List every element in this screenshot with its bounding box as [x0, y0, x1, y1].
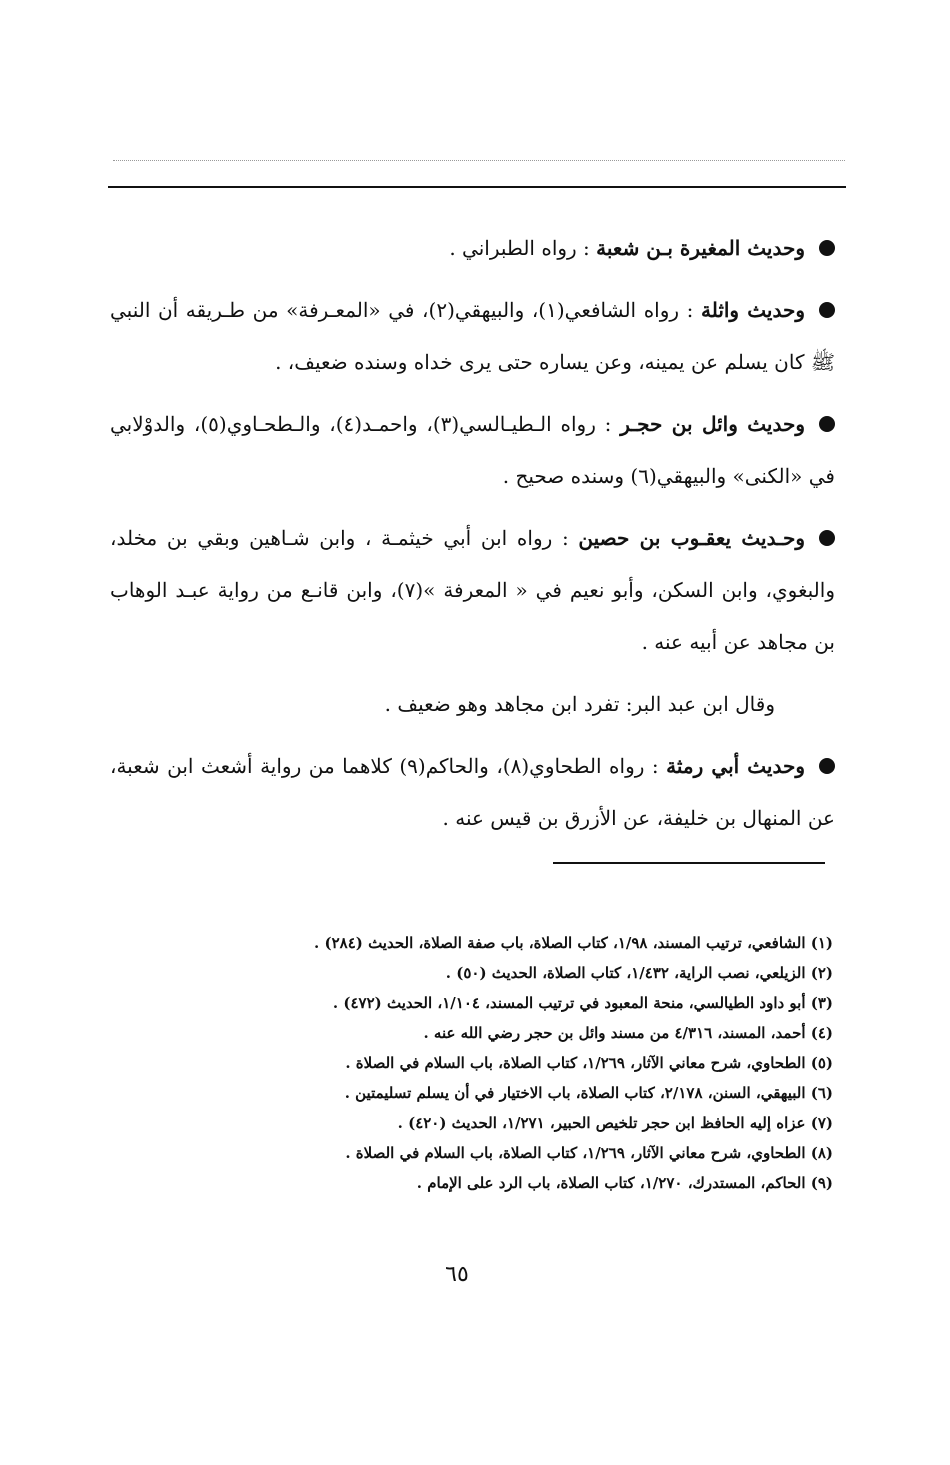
paragraph-lead: وحديث واثلة [700, 298, 806, 322]
footnote-5: (٥) الطحاوي، شرح معاني الآثار، ١/٢٦٩، كتاب الصلاة، باب السلام في الصلاة . [345, 1054, 833, 1072]
bullet-icon [819, 302, 835, 318]
footnote-1: (١) الشافعي، ترتيب المسند، ١/٩٨، كتاب الصلاة، باب صفة الصلاة، الحديث (٢٨٤) . [314, 934, 833, 952]
footnote-divider [553, 862, 825, 864]
footnote-8: (٨) الطحاوي، شرح معاني الآثار، ١/٢٦٩، كتاب الصلاة، باب السلام في الصلاة . [345, 1144, 833, 1162]
paragraph-abu-rimtha [110, 740, 835, 844]
paragraph-text: : رواه الشافعي(١)، والبيهقي(٢)، في «المعـرفة» من طـريقه أن النبي ﷺ كان يسلم عن يمينه، وعن يساره حتى يرى خداه وسنده ضعيف، . [110, 298, 835, 374]
footnote-9: (٩) الحاكم، المستدرك، ١/٢٧٠، كتاب الصلاة، باب الرد على الإمام . [416, 1174, 833, 1192]
footnote-6: (٦) البيهقي، السنن، ٢/١٧٨، كتاب الصلاة، باب الاختيار في أن يسلم تسليمتين . [344, 1084, 833, 1102]
paragraph-text: : رواه الـطيـالسي(٣)، واحمـد(٤)، والـطحـاوي(٥)، والدوْلابي في «الكنى» والبيهقي(٦) وسنده صحيح . [110, 412, 835, 488]
paragraph-wathila [110, 284, 835, 388]
paragraph-text: : رواه ابن أبي خيثمـة ، وابن شـاهين وبقي بن مخلد، والبغوي، وابن السكن، وأبو نعيم في « المعرفة »(٧)، وابن قانـع من رواية عبـد الوهاب بن مجاهد عن أبيه عنه . [110, 526, 835, 654]
page-number: ٦٥ [445, 1262, 469, 1287]
paragraph-text: : رواه الطبراني . [449, 236, 590, 260]
bullet-icon [819, 530, 835, 546]
footnote-2: (٢) الزيلعي، نصب الراية، ١/٤٣٢، كتاب الصلاة، الحديث (٥٠) . [445, 964, 833, 982]
footnote-7: (٧) عزاه إليه الحافظ ابن حجر تلخيص الحبير، ١/٢٧١، الحديث (٤٢٠) . [397, 1114, 833, 1132]
paragraph-yaqub [110, 512, 835, 668]
bullet-icon [819, 416, 835, 432]
paragraph-lead: وحديث أبي رمثة [666, 754, 806, 778]
paragraph-text: : رواه الطحاوي(٨)، والحاكم(٩) كلاهما من رواية أشعث ابن شعبة، عن المنهال بن خليفة، عن الأزرق بن قيس عنه . [110, 754, 835, 830]
footnote-3: (٣) أبو داود الطيالسي، منحة المعبود في ترتيب المسند، ١/١٠٤، الحديث (٤٧٢) . [332, 994, 833, 1012]
footnote-4: (٤) أحمد، المسند، ٤/٣١٦ من مسند وائل بن حجر رضي الله عنه . [423, 1024, 833, 1042]
footnotes [110, 928, 833, 1198]
dotted-divider [113, 160, 845, 161]
paragraph-text: وقال ابن عبد البر: تفرد ابن مجاهد وهو ضعيف . [384, 692, 775, 716]
header-divider [108, 186, 846, 188]
bullet-icon [819, 240, 835, 256]
paragraph-mughira [110, 222, 835, 274]
bullet-icon [819, 758, 835, 774]
main-text [110, 222, 835, 854]
paragraph-ibn-abd-albarr [110, 678, 835, 730]
paragraph-lead: وحديث المغيرة بـن شعبة [596, 236, 805, 260]
paragraph-lead: وحديث وائل بن حجـر [620, 412, 805, 436]
paragraph-lead: وحـديث يعقـوب بن حصين [578, 526, 805, 550]
paragraph-wail [110, 398, 835, 502]
